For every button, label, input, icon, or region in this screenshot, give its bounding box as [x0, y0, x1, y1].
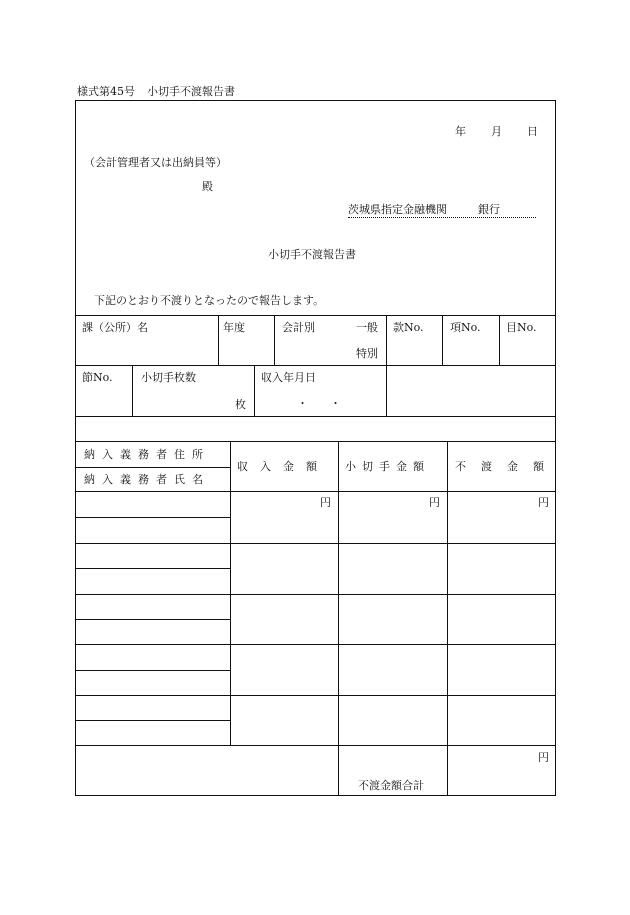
rule-v-r1e: [499, 315, 500, 365]
check-amount-header: 小切手金額: [345, 460, 430, 473]
rule-header-mid: [75, 467, 230, 468]
account-label: 会計別: [282, 321, 315, 334]
kou-label: 項No.: [450, 321, 481, 334]
rule-r1-bottom: [75, 543, 556, 544]
form-title: 小切手不渡報告書: [147, 85, 235, 98]
intro-text: 下記のとおり不渡りとなったので報告します。: [94, 294, 325, 307]
kan-label: 款No.: [393, 321, 424, 334]
receipt-amount-header: 収入金額: [237, 460, 329, 473]
rule-r2-bottom: [75, 594, 556, 595]
account-special: 特別: [356, 347, 378, 360]
moku-label: 目No.: [506, 321, 537, 334]
bank-prefix: 茨城県指定金融機関: [348, 203, 447, 216]
form-number: 様式第45号: [77, 85, 135, 98]
rule-r3-bottom: [75, 644, 556, 645]
rule-header-bottom: [75, 491, 556, 492]
rule-row1-top: [75, 315, 556, 316]
rule-v-r2c: [386, 365, 387, 416]
rule-v-r1b: [274, 315, 275, 365]
rule-v-r2a: [132, 365, 133, 416]
receipt-date-label: 収入年月日: [261, 371, 316, 384]
rule-r4-bottom: [75, 695, 556, 696]
rule-r1-mid: [75, 517, 230, 518]
rule-r5-mid: [75, 720, 230, 721]
rule-v-r1c: [386, 315, 387, 365]
account-general: 一般: [356, 321, 378, 334]
rule-v-r1a: [218, 315, 219, 365]
rule-v-t3: [447, 441, 448, 796]
payer-address-header: 納入義務者住所: [84, 448, 210, 461]
rule-blank-bottom: [75, 441, 556, 442]
date-month: 月: [491, 125, 502, 138]
heading: 小切手不渡報告書: [268, 248, 356, 261]
rule-v-t1: [230, 441, 231, 745]
count-unit: 枚: [235, 398, 246, 411]
rule-row2-bottom: [75, 416, 556, 417]
addressee: （会計管理者又は出納員等）: [84, 156, 227, 169]
payer-name-header: 納入義務者氏名: [84, 473, 210, 486]
setsu-label: 節No.: [82, 371, 113, 384]
receipt-date-dots: ・ ・: [297, 397, 341, 410]
yen-receipt: 円: [320, 496, 331, 509]
bank-underline: [348, 217, 536, 218]
dishonored-amount-header: 不渡金額: [455, 460, 559, 473]
honorific: 殿: [202, 180, 213, 193]
dept-label: 課（公所）名: [82, 321, 148, 334]
rule-row1-bottom: [75, 365, 556, 366]
date-year: 年: [455, 125, 466, 138]
check-count-label: 小切手枚数: [141, 371, 196, 384]
rule-r3-mid: [75, 619, 230, 620]
total-label: 不渡金額合計: [358, 779, 424, 792]
fiscal-year-label: 年度: [223, 321, 245, 334]
yen-total: 円: [538, 751, 549, 764]
bank-suffix: 銀行: [478, 203, 500, 216]
yen-dishonored: 円: [538, 496, 549, 509]
rule-v-t2: [338, 441, 339, 796]
date-day: 日: [527, 125, 538, 138]
rule-v-r1d: [442, 315, 443, 365]
rule-r2-mid: [75, 568, 230, 569]
rule-v-r2b: [254, 365, 255, 416]
yen-check: 円: [429, 496, 440, 509]
rule-r5-bottom: [75, 745, 556, 746]
rule-r4-mid: [75, 670, 230, 671]
